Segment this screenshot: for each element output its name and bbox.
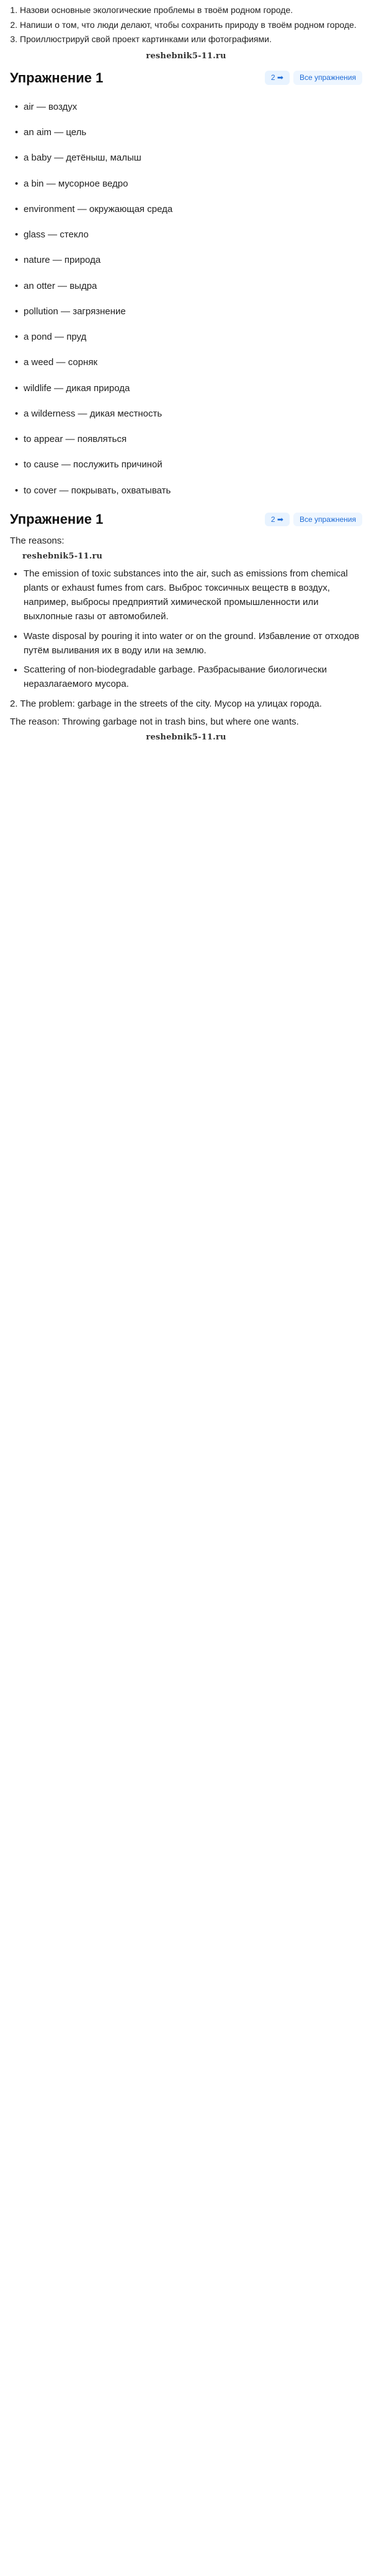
reason-item: • The emission of toxic substances into the air, such as emissions from chemical plants or exhaust fumes from cars. Выброс токсичных веществ в воздух, например, выбросы предприятий химической промышленности или выхлопные газы от автомобилей. xyxy=(24,567,362,624)
problem-2-reason: The reason: Throwing garbage not in trash bins, but where one wants. xyxy=(10,716,299,727)
exercise-nav xyxy=(265,71,362,85)
all-exercises-button[interactable]: Все упражнения xyxy=(293,513,362,527)
vocab-item: • an otter — выдра xyxy=(15,279,362,293)
reason-item: • Scattering of non-biodegradable garbage. Разбрасывание биологически неразлагаемого мусора. xyxy=(24,663,362,692)
vocab-item: • a baby — детёныш, малыш xyxy=(15,151,362,165)
vocab-item: • an aim — цель xyxy=(15,125,362,139)
vocab-item: • to cover — покрывать, охватывать xyxy=(15,483,362,498)
exercise-nav xyxy=(265,513,362,527)
reasons-label: The reasons: xyxy=(10,535,65,546)
intro-item: 2. Напиши о том, что люди делают, чтобы сохранить природу в твоём родном городе. xyxy=(20,19,362,32)
next-exercise-button[interactable]: 2 ➡ xyxy=(265,71,290,85)
vocab-item: • wildlife — дикая природа xyxy=(15,381,362,395)
exercise-title: Упражнение 1 xyxy=(10,511,104,527)
all-exercises-button[interactable]: Все упражнения xyxy=(293,71,362,85)
exercise-title: Упражнение 1 xyxy=(10,69,104,86)
problem-2: 2. The problem: garbage in the streets of the city. Мусор на улицах города. xyxy=(10,698,322,709)
intro-item: 3. Проиллюстрируй свой проект картинками или фотографиями. xyxy=(20,33,362,46)
intro-list xyxy=(10,0,362,50)
reasons-list xyxy=(10,567,362,692)
vocab-item: • glass — стекло xyxy=(15,227,362,242)
vocab-item: • environment — окружающая среда xyxy=(15,202,362,216)
vocab-item: • a wilderness — дикая местность xyxy=(15,407,362,421)
reason-item: • Waste disposal by pouring it into water or on the ground. Избавление от отходов путём выливания их в воду или на землю. xyxy=(24,629,362,658)
vocab-item: • to cause — послужить причиной xyxy=(15,457,362,472)
vocab-item: • air — воздух xyxy=(15,100,362,114)
vocab-item: • a weed — сорняк xyxy=(15,355,362,369)
intro-item: 1. Назови основные экологические проблемы в твоём родном городе. xyxy=(20,4,362,17)
next-exercise-button[interactable]: 2 ➡ xyxy=(265,513,290,527)
watermark: reshebnik5-11.ru xyxy=(22,552,103,562)
vocab-item: • nature — природа xyxy=(15,253,362,267)
watermark: reshebnik5-11.ru xyxy=(146,51,226,61)
vocab-item: • a pond — пруд xyxy=(15,330,362,344)
vocab-item: • a bin — мусорное ведро xyxy=(15,177,362,191)
vocab-list xyxy=(10,100,362,498)
document xyxy=(0,0,372,743)
vocab-item: • pollution — загрязнение xyxy=(15,304,362,319)
watermark: reshebnik5-11.ru xyxy=(146,733,226,743)
vocab-item: • to appear — появляться xyxy=(15,432,362,446)
exercise-header xyxy=(10,509,362,530)
exercise-header xyxy=(10,68,362,89)
